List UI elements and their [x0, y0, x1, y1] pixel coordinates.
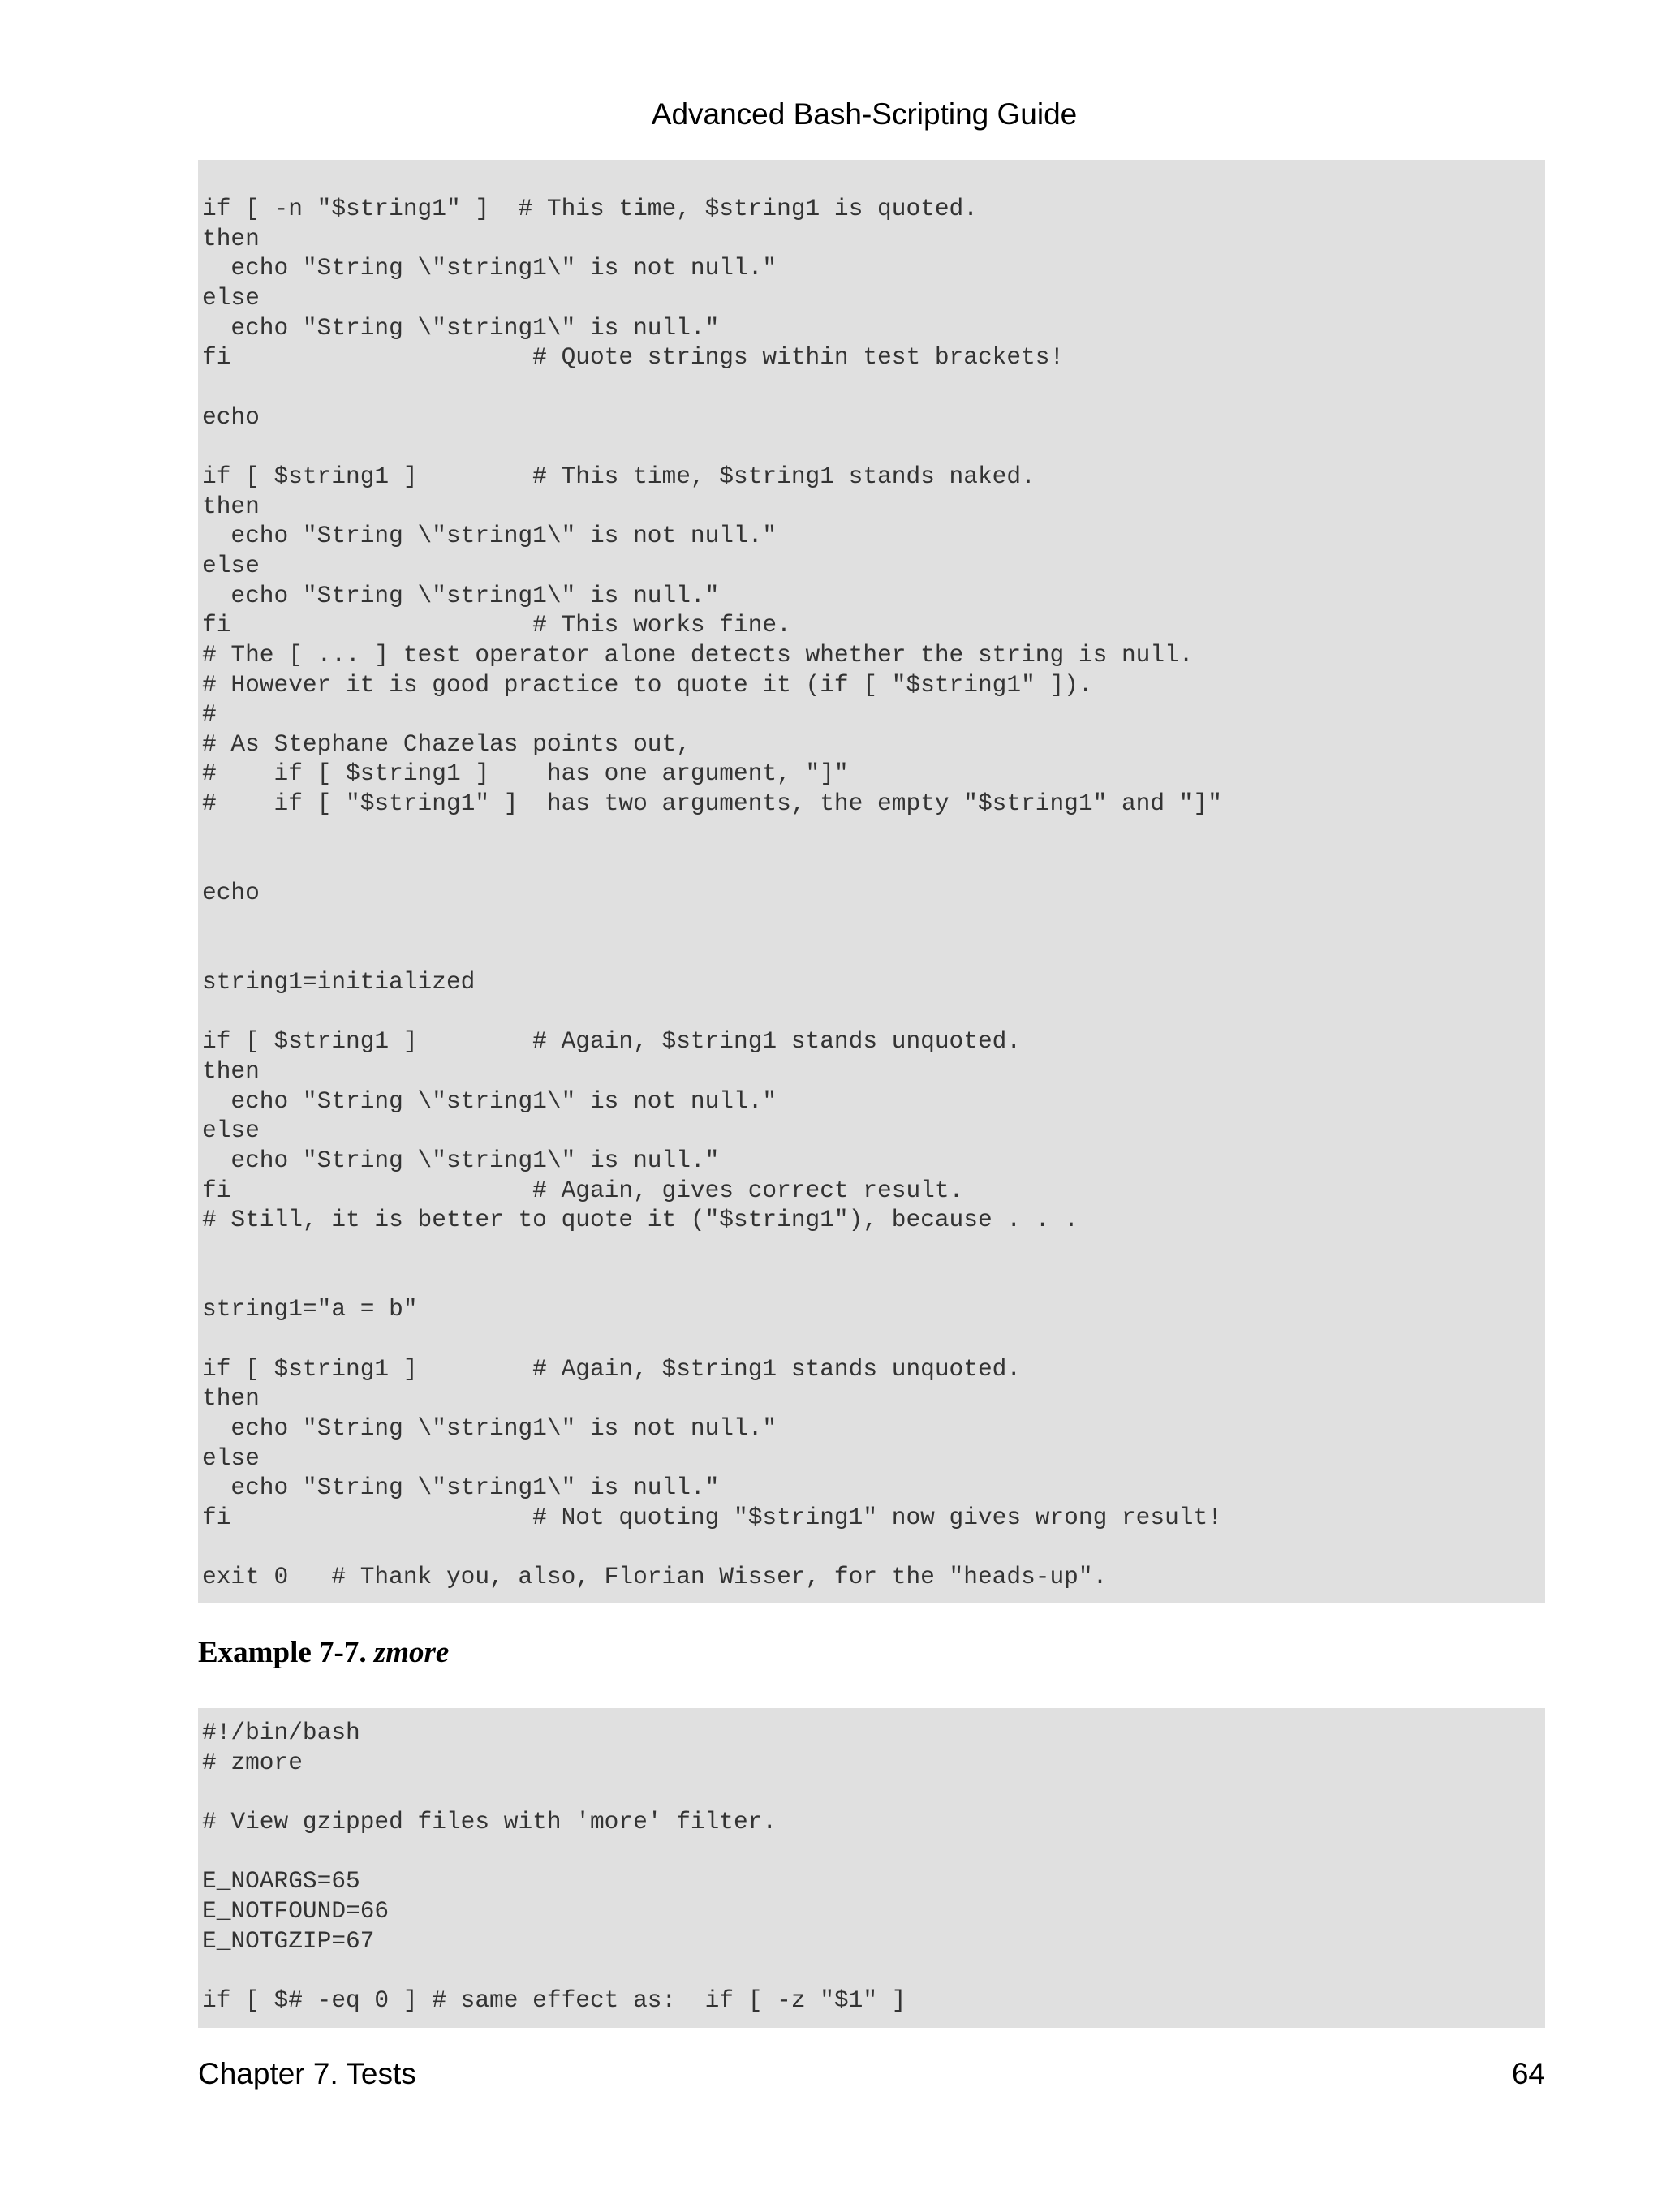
- code-block-string-test: if [ -n "$string1" ] # This time, $string1 is quoted. then echo "String \"string1\" is not null." else echo "String \"string1\" is null." fi # Quote strings within test brackets! echo if [ $string1 ] # This time, $string1 stands naked. then echo "String \"string1\" is not null." else echo "String \"string1\" is null." fi # This works fine. # The [ ... ] test operator alone detects whether the string is null. # However it is good practice to quote it (if [ "$string1" ]). # # As Stephane Chazelas points out, # if [ $string1 ] has one argument, "]" # if [ "$string1" ] has two arguments, the empty "$string1" and "]" echo string1=initialized if [ $string1 ] # Again, $string1 stands unquoted. then echo "String \"string1\" is not null." else echo "String \"string1\" is null." fi # Again, gives correct result. # Still, it is better to quote it ("$string1"), because . . . string1="a = b" if [ $string1 ] # Again, $string1 stands unquoted. then echo "String \"string1\" is not null." else echo "String \"string1\" is null." fi # Not quoting "$string1" now gives wrong result! exit 0 # Thank you, also, Florian Wisser, for the "heads-up".: [198, 160, 1545, 1603]
- code-block-zmore: #!/bin/bash # zmore # View gzipped files with 'more' filter. E_NOARGS=65 E_NOTFOUND=66 E_NOTGZIP=67 if [ $# -eq 0 ] # same effect as: if [ -z "$1" ]: [198, 1708, 1545, 2028]
- example-name: zmore: [373, 1636, 450, 1669]
- page-header: Advanced Bash-Scripting Guide: [651, 97, 1078, 131]
- example-label: Example 7-7.: [198, 1636, 367, 1669]
- footer-chapter: Chapter 7. Tests: [198, 2057, 416, 2090]
- example-title: [198, 1635, 449, 1670]
- footer-page-number: 64: [1511, 2057, 1545, 2090]
